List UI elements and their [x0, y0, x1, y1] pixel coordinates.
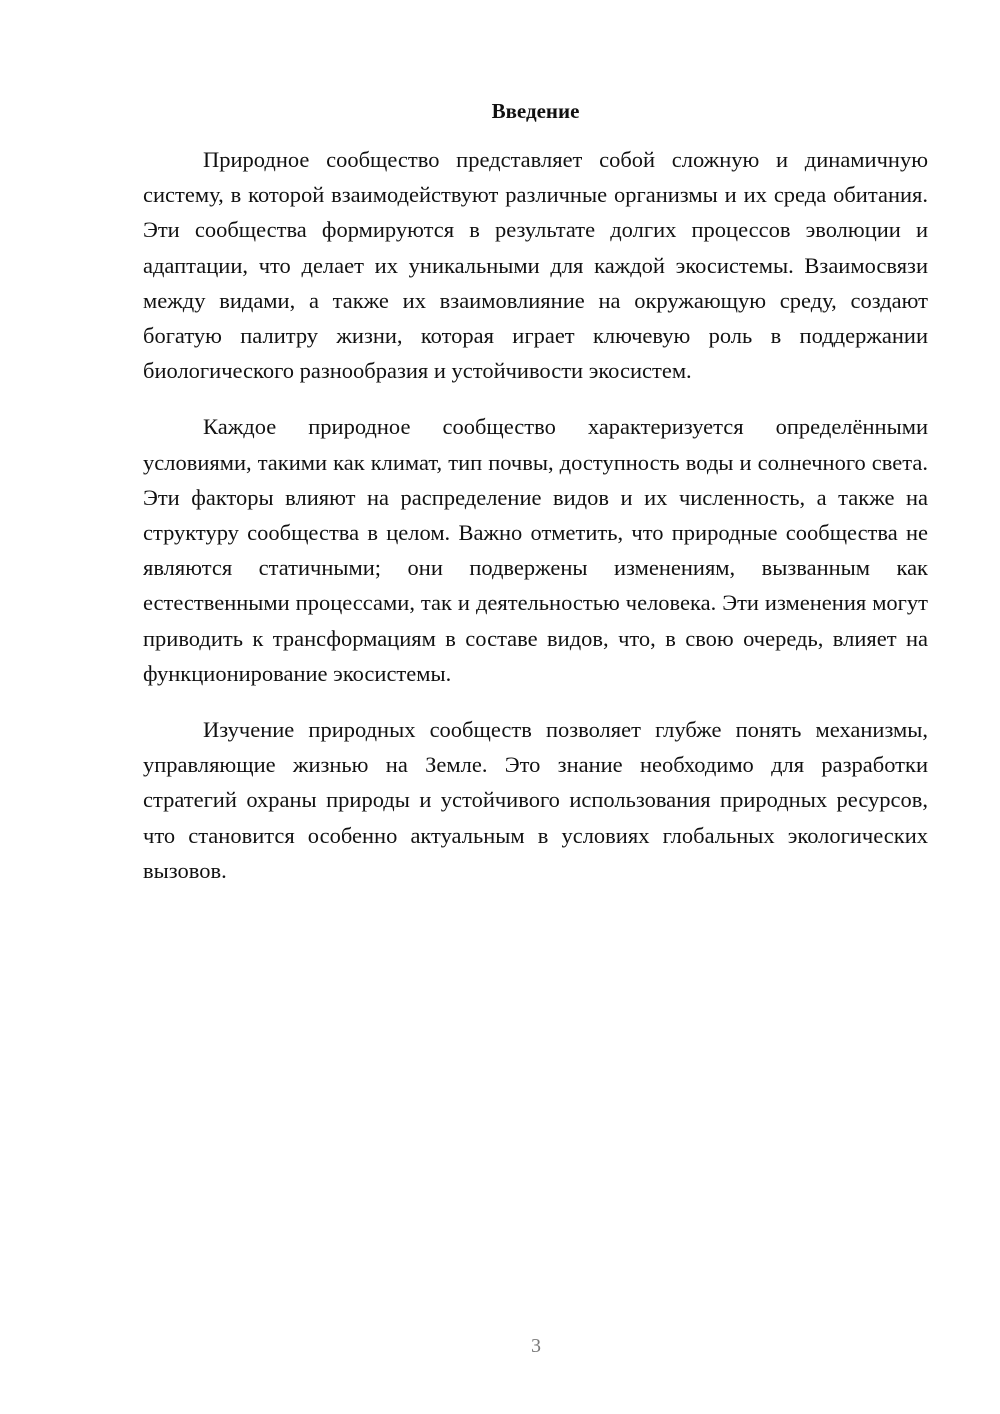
section-heading: Введение — [491, 99, 580, 123]
paragraph-2: Каждое природное сообщество характеризуется определёнными условиями, такими как климат, тип почвы, доступность воды и солнечного света. Эти факторы влияют на распределение видов и их численность, а также на структуру сообщества в целом. Важно отметить, что природные сообщества не являются статичными; они подвержены изменениям, вызванным как естественными процессами, так и деятельностью человека. Эти изменения могут приводить к трансформациям в составе видов, что, в свою очередь, влияет на функционирование экосистемы. — [143, 414, 928, 686]
body-text — [143, 142, 928, 888]
paragraph-1: Природное сообщество представляет собой сложную и динамичную систему, в которой взаимодействуют различные организмы и их среда обитания. Эти сообщества формируются в результате долгих процессов эволюции и адаптации, что делает их уникальными для каждой экосистемы. Взаимосвязи между видами, а также их взаимовлияние на окружающую среду, создают богатую палитру жизни, которая играет ключевую роль в поддержании биологического разнообразия и устойчивости экосистем. — [143, 147, 928, 384]
paragraph-3: Изучение природных сообществ позволяет глубже понять механизмы, управляющие жизнью на Земле. Это знание необходимо для разработки стратегий охраны природы и устойчивого использования природных ресурсов, что становится особенно актуальным в условиях глобальных экологических вызовов. — [143, 717, 928, 883]
page-number: 3 — [531, 1335, 541, 1357]
